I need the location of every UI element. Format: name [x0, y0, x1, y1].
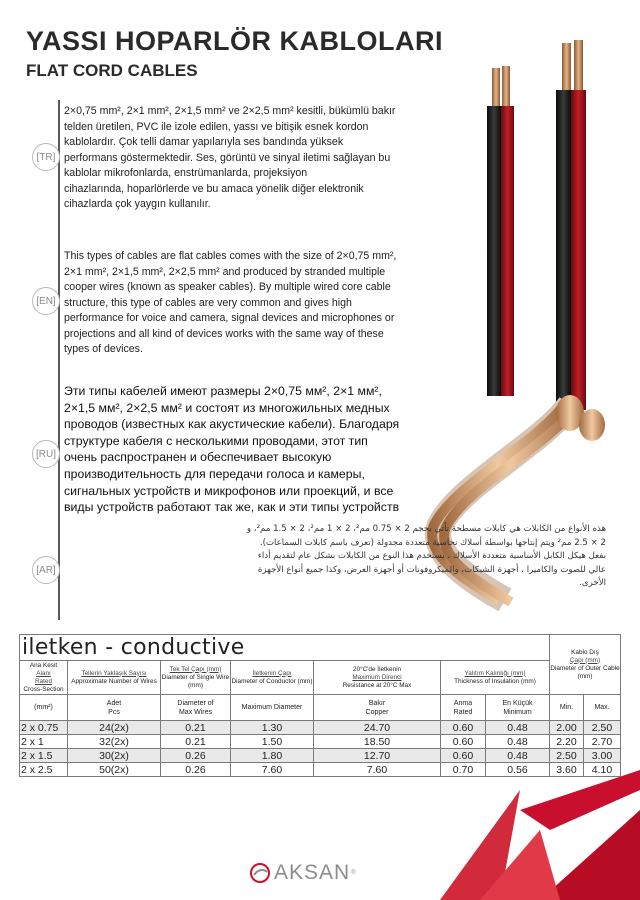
cell-resistance: 18.50	[314, 735, 441, 749]
cell-rated: 0.60	[441, 735, 486, 749]
page-title: YASSI HOPARLÖR KABLOLARI	[26, 26, 444, 56]
language-tag-ar: [AR]	[32, 556, 60, 584]
subheader-max: Max.	[584, 695, 621, 721]
language-tag-en: [EN]	[32, 287, 60, 315]
cell-conductor-diameter: 1.30	[231, 721, 314, 735]
header-en: Resistance at 20°C Max	[342, 681, 412, 689]
subheader-line: En Küçük	[502, 699, 533, 707]
table-row	[20, 749, 621, 763]
header-resistance	[314, 661, 441, 695]
header-tr: Çapı (mm)	[569, 656, 601, 664]
cell-resistance: 12.70	[314, 749, 441, 763]
language-tag-ru: [RU]	[32, 440, 60, 468]
cell-min: 2.00	[550, 721, 584, 735]
table-title: iletken - conductive	[20, 635, 550, 661]
cell-max: 2.50	[584, 721, 621, 735]
subheader-line: Minimum	[503, 708, 532, 716]
cell-conductor-diameter: 1.50	[231, 735, 314, 749]
text-line: сигнальных устройств и микрофонов или проекций, и все	[64, 483, 394, 498]
cell-wire-diameter: 0.21	[161, 735, 231, 749]
header-tr: Tellerin Yaklaşık Sayısı	[81, 669, 147, 677]
header-tr: İletkenin Çapı	[252, 669, 292, 677]
subheader-conductor-diameter: Maximum Diameter	[231, 695, 314, 721]
text-line: performans göstermektedir. Ses, görüntü ve sinyal iletimi sağlayan bu	[64, 151, 391, 164]
page-subtitle: FLAT CORD CABLES	[26, 61, 198, 80]
cell-minimum: 0.56	[486, 763, 550, 777]
cell-wires: 32(2x)	[68, 735, 161, 749]
cell-size: 2 x 1	[20, 735, 68, 749]
cell-minimum: 0.48	[486, 735, 550, 749]
text-line: الأخرى.	[579, 578, 606, 588]
header-en: Rated	[34, 677, 53, 685]
spec-table-wrapper	[19, 634, 620, 777]
flat-cable-photo	[482, 38, 612, 418]
table-row	[20, 721, 621, 735]
description-ar	[66, 523, 606, 591]
description-tr	[64, 104, 474, 213]
header-wires	[68, 661, 161, 695]
text-line: kablolar mikrofonlarda, enstrümanlarda, projeksiyon	[64, 167, 308, 179]
cell-max: 2.70	[584, 735, 621, 749]
subheader-line: Rated	[453, 708, 473, 716]
cell-resistance: 24.70	[314, 721, 441, 735]
text-line: performance for voice and camera, signal devices and microphones or	[64, 312, 395, 324]
cell-rated: 0.60	[441, 721, 486, 735]
text-line: 2×1 mm², 2×1,5 mm², 2×2,5 mm² and produced by stranded multiple	[64, 265, 386, 278]
text-line: This types of cables are flat cables comes with the size of 2×0,75 mm²,	[64, 250, 397, 262]
cell-min: 2.50	[550, 749, 584, 763]
header-en: Diameter of Single Wire (mm)	[161, 673, 230, 689]
cell-conductor-diameter: 7.60	[231, 763, 314, 777]
subheader-wires	[68, 695, 161, 721]
description-ru	[64, 383, 424, 516]
decorative-red-stripes	[420, 770, 640, 900]
subheader-line: Bakır	[368, 699, 386, 707]
text-line: cihazlarda çok yaygın kullanılır.	[64, 198, 211, 210]
brand-name: AKSAN	[274, 861, 351, 884]
subheader-minimum	[486, 695, 550, 721]
text-line: projections and all kind of devices works with the same way of these	[64, 327, 384, 340]
header-tr: 20°C'de İletkenin	[352, 665, 402, 673]
text-line: очень распространен и обеспечивает высокую	[64, 450, 332, 465]
subheader-line: Adet	[106, 699, 122, 707]
text-line: عالي للصوت والكاميرا ، أجهزة الشبكات، والميكروفونات أو أجهزة العرض، وكذا جميع أنواع الأجهزة	[257, 564, 606, 575]
cell-rated: 0.60	[441, 749, 486, 763]
cell-conductor-diameter: 1.80	[231, 749, 314, 763]
cell-wire-diameter: 0.26	[161, 763, 231, 777]
cell-wires: 24(2x)	[68, 721, 161, 735]
cell-min: 3.60	[550, 763, 584, 777]
text-line: виды устройств работают так же, как и эти типы устройств	[64, 500, 400, 515]
header-cross-section	[20, 661, 68, 695]
subheader-line: Diameter of	[177, 699, 214, 707]
text-line: types of devices.	[64, 343, 143, 355]
text-line: بفعل هيكل الكابل الأساسية متعددة الأسلاك ، يستخدم هذا النوع من الكابلات بشكل عام لتقديم أداء	[257, 551, 606, 561]
header-outer-diameter	[550, 635, 621, 695]
subheader-line: Anma	[453, 699, 473, 707]
header-en: Diameter of Outer Cable (mm)	[550, 664, 620, 680]
text-line: структуре кабеля с несколькими проводами, этот тип	[64, 433, 368, 448]
text-line: 2×1,5 мм², 2×2,5 мм² и состоят из многожильных медных	[64, 400, 390, 415]
cell-max: 3.00	[584, 749, 621, 763]
subheader-rated	[441, 695, 486, 721]
header-tr: Alanı	[36, 669, 51, 677]
text-line: 2 × 2.5 مم² ويتم إنتاجها بواسطة أسلاك نحاسية متعددة مجدولة (تعرف باسم كابلات السماعات).	[259, 537, 606, 548]
spec-table	[19, 634, 621, 777]
cell-size: 2 x 0.75	[20, 721, 68, 735]
header-tr: Kablo Dış	[571, 648, 599, 656]
header-en: Diameter of Conductor (mm)	[231, 677, 313, 685]
text-line: 2×0,75 mm², 2×1 mm², 2×1,5 mm² ve 2×2,5 mm² kesitli, bükümlü bakır	[64, 105, 396, 117]
text-line: هذه الأنواع من الكابلات هي كابلات مسطحة تأتي بحجم 2 × 0.75 مم²، 2 × 1 مم²، 2 × 1.5 مم²، و	[246, 524, 606, 534]
cell-wires: 50(2x)	[68, 763, 161, 777]
cell-size: 2 x 2.5	[20, 763, 68, 777]
cell-minimum: 0.48	[486, 749, 550, 763]
header-en: Approximate Number of Wires	[71, 677, 157, 685]
description-en	[64, 249, 484, 358]
header-wire-diameter	[161, 661, 231, 695]
subheader-line: Pcs	[108, 708, 120, 716]
text-line: Эти типы кабелей имеют размеры 2×0,75 мм², 2×1 мм²,	[64, 384, 382, 398]
cell-wires: 30(2x)	[68, 749, 161, 763]
header-conductor-diameter	[231, 661, 314, 695]
table-row	[20, 735, 621, 749]
cell-minimum: 0.48	[486, 721, 550, 735]
text-line: производительность для передачи голоса и камеры,	[64, 466, 365, 481]
aksan-swirl-icon	[250, 863, 270, 883]
text-line: cihazlarında, hoparlörlerde ve bu amaca yönelik diğer elektronik	[64, 182, 364, 195]
subheader-wire-diameter	[161, 695, 231, 721]
header-en: Thickness of Insulation (mm)	[454, 677, 536, 685]
brand-logo	[250, 861, 356, 885]
cell-wire-diameter: 0.21	[161, 721, 231, 735]
cell-size: 2 x 1.5	[20, 749, 68, 763]
section-divider	[58, 100, 60, 620]
cell-resistance: 7.60	[314, 763, 441, 777]
cell-max: 4.10	[584, 763, 621, 777]
header-tr: Tek Tel Çapı (mm)	[169, 665, 222, 673]
header-tr: Ana Kesit	[29, 661, 58, 669]
registered-mark: ®	[351, 870, 356, 876]
text-line: kablolardır. Çok telli damar yapılarıyla ses bandında yüksek	[64, 136, 344, 148]
subheader-resistance	[314, 695, 441, 721]
text-line: проводов (известных как акустические кабели). Благодаря	[64, 417, 400, 432]
text-line: telden üretilen, PVC ile izole edilen, yassı ve bitişik esnek kordon	[64, 120, 369, 133]
text-line: cooper wires (known as speaker cables). By multiple wired core cable	[64, 281, 391, 293]
text-line: structure, this type of cables are very common and gives high	[64, 296, 352, 309]
cell-min: 2.20	[550, 735, 584, 749]
header-tr: Maximum Direnci	[352, 673, 402, 681]
subheader-line: Copper	[365, 708, 389, 716]
language-tag-tr: [TR]	[32, 143, 60, 171]
header-en: Cross-Section	[23, 685, 64, 693]
cell-wire-diameter: 0.26	[161, 749, 231, 763]
subheader-line: Max Wires	[178, 708, 213, 716]
subheader-unit: (mm²)	[20, 695, 68, 721]
cell-rated: 0.70	[441, 763, 486, 777]
subheader-min: Min.	[550, 695, 584, 721]
header-insulation	[441, 661, 550, 695]
header-tr: Yalıtım Kalınlığı (mm)	[464, 669, 526, 677]
table-row	[20, 763, 621, 777]
